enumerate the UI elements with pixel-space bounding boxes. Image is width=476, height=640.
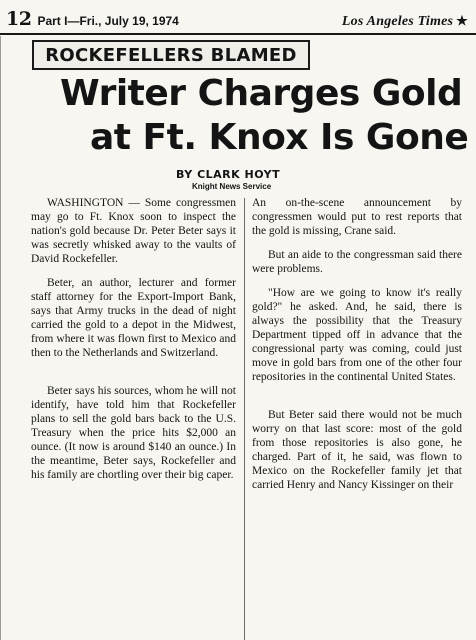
top-rule: [0, 33, 476, 35]
masthead: [342, 13, 468, 30]
left-edge-rule: [0, 36, 1, 640]
headline: [30, 72, 470, 160]
paragraph: Beter, an author, lecturer and former staff attorney for the Export-Import Bank, says that Army trucks in the dead of night carried the gold to a depot in the Midwest, from where it was flown first to Mexico and then to the Netherlands and Switzerland.: [31, 277, 236, 359]
paragraph: WASHINGTON — Some congressmen may go to Ft. Knox soon to inspect the nation's gold because Dr. Peter Beter says it was secretly whisked away to the vaults of David Rockefeller.: [31, 197, 236, 265]
page-folio: [6, 8, 468, 30]
masthead-title: Los Angeles Times: [341, 14, 454, 29]
headline-line-1: Writer Charges Gold: [60, 73, 463, 114]
article-column-right: [252, 196, 462, 640]
paragraph: But an aide to the congressman said there were problems.: [252, 249, 462, 275]
paragraph: But Beter said there would not be much worry on that last score: most of the gold from those repositories is also gone, he charged. Part of it, he said, was flown to Mexico on the Rockefeller family jet that carried Henry and Nancy Kissinger on their: [252, 409, 462, 491]
column-divider: [244, 198, 245, 640]
byline: BY CLARK HOYT: [176, 168, 281, 181]
star-icon: ★: [456, 13, 468, 28]
news-service: Knight News Service: [192, 182, 272, 191]
paragraph: Beter says his sources, whom he will not identify, have told him that Rockefeller plans to sell the gold bars back to the U.S. Treasury when the price hits $2,000 an ounce. (It now is around $140 an ounce.) In the meantime, Beter says, Rockefeller and his family are chortling over their big caper.: [31, 385, 236, 481]
page-number: 12: [6, 8, 32, 30]
folio-left: [6, 8, 179, 30]
headline-line-2: at Ft. Knox Is Gone: [90, 117, 469, 158]
section-dateline: Part I—Fri., July 19, 1974: [37, 14, 179, 28]
kicker-box: [32, 40, 310, 70]
paragraph: An on-the-scene announcement by congressmen would put to rest reports that the gold is missing, Crane said.: [252, 197, 462, 237]
paragraph: "How are we going to know it's really gold?" he asked. And, he said, there is always the possibility that the Treasury Department tipped off in advance that the congressional party was coming, could just move in gold bars from one of the other four repositories in the continental United States.: [252, 287, 462, 383]
article-column-left: [31, 196, 236, 640]
kicker-text: ROCKEFELLERS BLAMED: [45, 44, 297, 66]
